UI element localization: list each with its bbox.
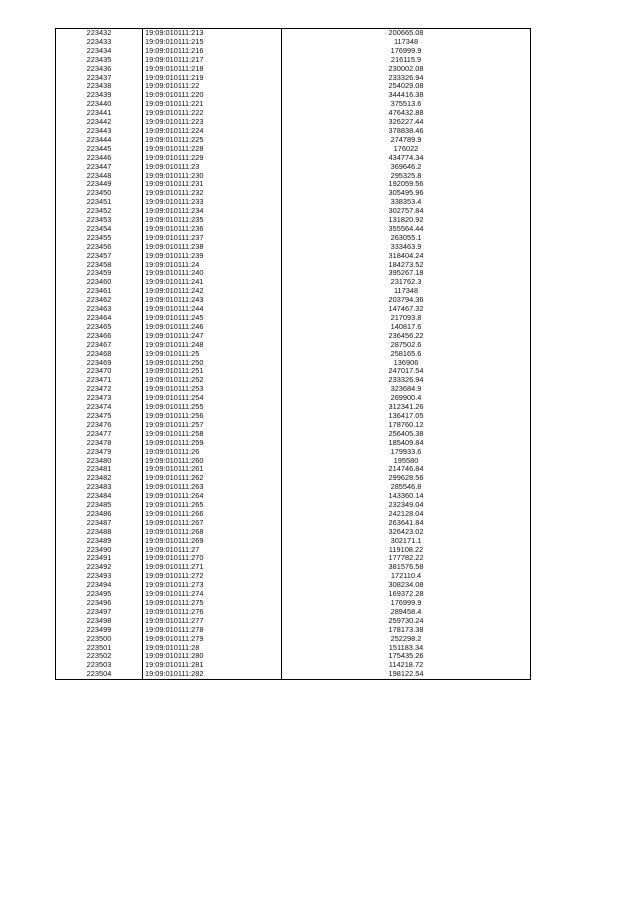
table-row xyxy=(56,572,531,581)
cadastral-number-cell: 19:09:010111:235 xyxy=(143,216,282,225)
cadastral-number-cell: 19:09:010111:247 xyxy=(143,332,282,341)
cadastral-number-cell: 19:09:010111:219 xyxy=(143,74,282,83)
value-cell: 289458.4 xyxy=(282,608,531,617)
value-cell: 203794.36 xyxy=(282,296,531,305)
row-number-cell: 223440 xyxy=(56,100,143,109)
row-number-cell: 223480 xyxy=(56,457,143,466)
table-row xyxy=(56,314,531,323)
cadastral-number-cell: 19:09:010111:245 xyxy=(143,314,282,323)
row-number-cell: 223474 xyxy=(56,403,143,412)
table-row xyxy=(56,118,531,127)
value-cell: 195580 xyxy=(282,457,531,466)
cadastral-number-cell: 19:09:010111:269 xyxy=(143,537,282,546)
row-number-cell: 223503 xyxy=(56,661,143,670)
value-cell: 200665.08 xyxy=(282,29,531,38)
value-cell: 140817.6 xyxy=(282,323,531,332)
value-cell: 216115.9 xyxy=(282,56,531,65)
table-row xyxy=(56,341,531,350)
value-cell: 117348 xyxy=(282,38,531,47)
cadastral-number-cell: 19:09:010111:216 xyxy=(143,47,282,56)
table-row xyxy=(56,100,531,109)
cadastral-number-cell: 19:09:010111:224 xyxy=(143,127,282,136)
table-row xyxy=(56,501,531,510)
row-number-cell: 223468 xyxy=(56,350,143,359)
cadastral-number-cell: 19:09:010111:261 xyxy=(143,465,282,474)
row-number-cell: 223439 xyxy=(56,91,143,100)
cadastral-number-cell: 19:09:010111:234 xyxy=(143,207,282,216)
cadastral-number-cell: 19:09:010111:218 xyxy=(143,65,282,74)
value-cell: 178173.38 xyxy=(282,626,531,635)
cadastral-number-cell: 19:09:010111:268 xyxy=(143,528,282,537)
value-cell: 252298.2 xyxy=(282,635,531,644)
row-number-cell: 223501 xyxy=(56,644,143,653)
row-number-cell: 223444 xyxy=(56,136,143,145)
cadastral-number-cell: 19:09:010111:266 xyxy=(143,510,282,519)
row-number-cell: 223488 xyxy=(56,528,143,537)
cadastral-number-cell: 19:09:010111:265 xyxy=(143,501,282,510)
cadastral-number-cell: 19:09:010111:217 xyxy=(143,56,282,65)
table-row xyxy=(56,608,531,617)
cadastral-number-cell: 19:09:010111:229 xyxy=(143,154,282,163)
cadastral-number-cell: 19:09:010111:213 xyxy=(143,29,282,38)
row-number-cell: 223492 xyxy=(56,563,143,572)
row-number-cell: 223449 xyxy=(56,180,143,189)
row-number-cell: 223472 xyxy=(56,385,143,394)
cadastral-number-cell: 19:09:010111:280 xyxy=(143,652,282,661)
row-number-cell: 223445 xyxy=(56,145,143,154)
row-number-cell: 223437 xyxy=(56,74,143,83)
value-cell: 185409.84 xyxy=(282,439,531,448)
row-number-cell: 223475 xyxy=(56,412,143,421)
table-row xyxy=(56,65,531,74)
value-cell: 177782.22 xyxy=(282,554,531,563)
cadastral-number-cell: 19:09:010111:273 xyxy=(143,581,282,590)
cadastral-number-cell: 19:09:010111:274 xyxy=(143,590,282,599)
row-number-cell: 223438 xyxy=(56,82,143,91)
cadastral-number-cell: 19:09:010111:24 xyxy=(143,261,282,270)
value-cell: 269900.4 xyxy=(282,394,531,403)
value-cell: 312341.26 xyxy=(282,403,531,412)
table-row xyxy=(56,29,531,38)
table-row xyxy=(56,269,531,278)
row-number-cell: 223435 xyxy=(56,56,143,65)
table-row xyxy=(56,412,531,421)
cadastral-number-cell: 19:09:010111:254 xyxy=(143,394,282,403)
table-row xyxy=(56,599,531,608)
table-row xyxy=(56,528,531,537)
row-number-cell: 223447 xyxy=(56,163,143,172)
row-number-cell: 223432 xyxy=(56,29,143,38)
cadastral-number-cell: 19:09:010111:220 xyxy=(143,91,282,100)
table-row xyxy=(56,626,531,635)
table-row xyxy=(56,546,531,555)
value-cell: 274789.9 xyxy=(282,136,531,145)
row-number-cell: 223461 xyxy=(56,287,143,296)
table-row xyxy=(56,180,531,189)
value-cell: 184273.52 xyxy=(282,261,531,270)
value-cell: 476432.88 xyxy=(282,109,531,118)
row-number-cell: 223441 xyxy=(56,109,143,118)
value-cell: 302171.1 xyxy=(282,537,531,546)
row-number-cell: 223478 xyxy=(56,439,143,448)
row-number-cell: 223454 xyxy=(56,225,143,234)
cadastral-number-cell: 19:09:010111:244 xyxy=(143,305,282,314)
table-row xyxy=(56,617,531,626)
cadastral-number-cell: 19:09:010111:231 xyxy=(143,180,282,189)
table-row xyxy=(56,91,531,100)
cadastral-number-cell: 19:09:010111:228 xyxy=(143,145,282,154)
cadastral-number-cell: 19:09:010111:262 xyxy=(143,474,282,483)
value-cell: 143360.14 xyxy=(282,492,531,501)
value-cell: 369646.2 xyxy=(282,163,531,172)
value-cell: 151183.34 xyxy=(282,644,531,653)
cadastral-number-cell: 19:09:010111:258 xyxy=(143,430,282,439)
table-row xyxy=(56,465,531,474)
row-number-cell: 223497 xyxy=(56,608,143,617)
row-number-cell: 223473 xyxy=(56,394,143,403)
row-number-cell: 223491 xyxy=(56,554,143,563)
table-row xyxy=(56,154,531,163)
row-number-cell: 223481 xyxy=(56,465,143,474)
value-cell: 259730.24 xyxy=(282,617,531,626)
row-number-cell: 223485 xyxy=(56,501,143,510)
table-row xyxy=(56,376,531,385)
table-row xyxy=(56,519,531,528)
value-cell: 355564.44 xyxy=(282,225,531,234)
value-cell: 231762.3 xyxy=(282,278,531,287)
row-number-cell: 223434 xyxy=(56,47,143,56)
value-cell: 230002.08 xyxy=(282,65,531,74)
table-row xyxy=(56,492,531,501)
value-cell: 214746.84 xyxy=(282,465,531,474)
table-row xyxy=(56,287,531,296)
cadastral-number-cell: 19:09:010111:282 xyxy=(143,670,282,679)
cadastral-number-cell: 19:09:010111:260 xyxy=(143,457,282,466)
row-number-cell: 223452 xyxy=(56,207,143,216)
cadastral-number-cell: 19:09:010111:230 xyxy=(143,172,282,181)
cadastral-number-cell: 19:09:010111:215 xyxy=(143,38,282,47)
value-cell: 169372.28 xyxy=(282,590,531,599)
value-cell: 381576.58 xyxy=(282,563,531,572)
table-row xyxy=(56,537,531,546)
row-number-cell: 223487 xyxy=(56,519,143,528)
value-cell: 247017.54 xyxy=(282,367,531,376)
row-number-cell: 223460 xyxy=(56,278,143,287)
table-row xyxy=(56,394,531,403)
row-number-cell: 223453 xyxy=(56,216,143,225)
table-row xyxy=(56,56,531,65)
table-row xyxy=(56,661,531,670)
table-row xyxy=(56,207,531,216)
value-cell: 375513.6 xyxy=(282,100,531,109)
table-row xyxy=(56,109,531,118)
row-number-cell: 223489 xyxy=(56,537,143,546)
cadastral-number-cell: 19:09:010111:257 xyxy=(143,421,282,430)
cadastral-value-table xyxy=(55,28,531,680)
table-row xyxy=(56,439,531,448)
table-row xyxy=(56,670,531,679)
value-cell: 175435.26 xyxy=(282,652,531,661)
cadastral-number-cell: 19:09:010111:267 xyxy=(143,519,282,528)
cadastral-number-cell: 19:09:010111:264 xyxy=(143,492,282,501)
row-number-cell: 223476 xyxy=(56,421,143,430)
cadastral-number-cell: 19:09:010111:241 xyxy=(143,278,282,287)
row-number-cell: 223496 xyxy=(56,599,143,608)
table-row xyxy=(56,367,531,376)
row-number-cell: 223464 xyxy=(56,314,143,323)
table-row xyxy=(56,305,531,314)
value-cell: 172110.4 xyxy=(282,572,531,581)
value-cell: 287502.6 xyxy=(282,341,531,350)
value-cell: 263055.1 xyxy=(282,234,531,243)
cadastral-number-cell: 19:09:010111:236 xyxy=(143,225,282,234)
value-cell: 233326.94 xyxy=(282,376,531,385)
row-number-cell: 223483 xyxy=(56,483,143,492)
cadastral-number-cell: 19:09:010111:25 xyxy=(143,350,282,359)
cadastral-number-cell: 19:09:010111:246 xyxy=(143,323,282,332)
table-row xyxy=(56,581,531,590)
table-row xyxy=(56,483,531,492)
value-cell: 178760.12 xyxy=(282,421,531,430)
cadastral-number-cell: 19:09:010111:22 xyxy=(143,82,282,91)
table-row xyxy=(56,252,531,261)
table-row xyxy=(56,644,531,653)
cadastral-number-cell: 19:09:010111:27 xyxy=(143,546,282,555)
row-number-cell: 223500 xyxy=(56,635,143,644)
value-cell: 198122.54 xyxy=(282,670,531,679)
cadastral-number-cell: 19:09:010111:240 xyxy=(143,269,282,278)
cadastral-number-cell: 19:09:010111:242 xyxy=(143,287,282,296)
cadastral-number-cell: 19:09:010111:256 xyxy=(143,412,282,421)
cadastral-number-cell: 19:09:010111:263 xyxy=(143,483,282,492)
row-number-cell: 223502 xyxy=(56,652,143,661)
row-number-cell: 223463 xyxy=(56,305,143,314)
cadastral-number-cell: 19:09:010111:270 xyxy=(143,554,282,563)
table-row xyxy=(56,332,531,341)
row-number-cell: 223479 xyxy=(56,448,143,457)
row-number-cell: 223504 xyxy=(56,670,143,679)
table-row xyxy=(56,385,531,394)
value-cell: 147467.32 xyxy=(282,305,531,314)
value-cell: 242128.04 xyxy=(282,510,531,519)
value-cell: 119108.22 xyxy=(282,546,531,555)
table-row xyxy=(56,74,531,83)
value-cell: 308234.08 xyxy=(282,581,531,590)
row-number-cell: 223477 xyxy=(56,430,143,439)
cadastral-number-cell: 19:09:010111:225 xyxy=(143,136,282,145)
cadastral-number-cell: 19:09:010111:279 xyxy=(143,635,282,644)
row-number-cell: 223470 xyxy=(56,367,143,376)
value-cell: 326423.02 xyxy=(282,528,531,537)
table-row xyxy=(56,38,531,47)
value-cell: 344416.38 xyxy=(282,91,531,100)
table-row xyxy=(56,145,531,154)
table-body xyxy=(56,29,531,680)
table-row xyxy=(56,225,531,234)
table-row xyxy=(56,127,531,136)
cadastral-number-cell: 19:09:010111:222 xyxy=(143,109,282,118)
table-row xyxy=(56,261,531,270)
table-row xyxy=(56,278,531,287)
table-row xyxy=(56,216,531,225)
table-row xyxy=(56,652,531,661)
table-row xyxy=(56,554,531,563)
row-number-cell: 223494 xyxy=(56,581,143,590)
cadastral-number-cell: 19:09:010111:23 xyxy=(143,163,282,172)
row-number-cell: 223482 xyxy=(56,474,143,483)
value-cell: 176022 xyxy=(282,145,531,154)
cadastral-number-cell: 19:09:010111:275 xyxy=(143,599,282,608)
value-cell: 295325.8 xyxy=(282,172,531,181)
value-cell: 236456.22 xyxy=(282,332,531,341)
table-row xyxy=(56,163,531,172)
table-row xyxy=(56,47,531,56)
value-cell: 131820.92 xyxy=(282,216,531,225)
cadastral-number-cell: 19:09:010111:237 xyxy=(143,234,282,243)
cadastral-number-cell: 19:09:010111:253 xyxy=(143,385,282,394)
table-row xyxy=(56,403,531,412)
cadastral-number-cell: 19:09:010111:255 xyxy=(143,403,282,412)
table-row xyxy=(56,296,531,305)
table-row xyxy=(56,172,531,181)
table-row xyxy=(56,635,531,644)
table-row xyxy=(56,510,531,519)
row-number-cell: 223455 xyxy=(56,234,143,243)
table-row xyxy=(56,474,531,483)
value-cell: 395267.18 xyxy=(282,269,531,278)
row-number-cell: 223490 xyxy=(56,546,143,555)
table-row xyxy=(56,350,531,359)
table-row xyxy=(56,590,531,599)
row-number-cell: 223448 xyxy=(56,172,143,181)
table-row xyxy=(56,198,531,207)
row-number-cell: 223465 xyxy=(56,323,143,332)
cadastral-number-cell: 19:09:010111:281 xyxy=(143,661,282,670)
cadastral-number-cell: 19:09:010111:28 xyxy=(143,644,282,653)
row-number-cell: 223466 xyxy=(56,332,143,341)
value-cell: 263641.84 xyxy=(282,519,531,528)
cadastral-number-cell: 19:09:010111:233 xyxy=(143,198,282,207)
value-cell: 233326.94 xyxy=(282,74,531,83)
row-number-cell: 223436 xyxy=(56,65,143,74)
value-cell: 176999.9 xyxy=(282,47,531,56)
value-cell: 333463.9 xyxy=(282,243,531,252)
row-number-cell: 223499 xyxy=(56,626,143,635)
value-cell: 136906 xyxy=(282,359,531,368)
row-number-cell: 223451 xyxy=(56,198,143,207)
cadastral-number-cell: 19:09:010111:248 xyxy=(143,341,282,350)
table-row xyxy=(56,234,531,243)
table-row xyxy=(56,189,531,198)
value-cell: 305495.96 xyxy=(282,189,531,198)
row-number-cell: 223486 xyxy=(56,510,143,519)
value-cell: 258165.6 xyxy=(282,350,531,359)
table-row xyxy=(56,457,531,466)
value-cell: 299628.56 xyxy=(282,474,531,483)
cadastral-number-cell: 19:09:010111:272 xyxy=(143,572,282,581)
row-number-cell: 223433 xyxy=(56,38,143,47)
cadastral-number-cell: 19:09:010111:243 xyxy=(143,296,282,305)
cadastral-number-cell: 19:09:010111:276 xyxy=(143,608,282,617)
value-cell: 318404.24 xyxy=(282,252,531,261)
value-cell: 179933.6 xyxy=(282,448,531,457)
cadastral-number-cell: 19:09:010111:221 xyxy=(143,100,282,109)
table-row xyxy=(56,430,531,439)
value-cell: 254029.08 xyxy=(282,82,531,91)
cadastral-number-cell: 19:09:010111:238 xyxy=(143,243,282,252)
cadastral-number-cell: 19:09:010111:271 xyxy=(143,563,282,572)
table-row xyxy=(56,136,531,145)
table-row xyxy=(56,359,531,368)
value-cell: 326227.44 xyxy=(282,118,531,127)
value-cell: 232349.04 xyxy=(282,501,531,510)
value-cell: 285546.8 xyxy=(282,483,531,492)
value-cell: 338353.4 xyxy=(282,198,531,207)
row-number-cell: 223498 xyxy=(56,617,143,626)
cadastral-number-cell: 19:09:010111:239 xyxy=(143,252,282,261)
value-cell: 114218.72 xyxy=(282,661,531,670)
cadastral-number-cell: 19:09:010111:250 xyxy=(143,359,282,368)
value-cell: 378838.46 xyxy=(282,127,531,136)
value-cell: 192059.56 xyxy=(282,180,531,189)
value-cell: 256405.38 xyxy=(282,430,531,439)
cadastral-number-cell: 19:09:010111:26 xyxy=(143,448,282,457)
row-number-cell: 223443 xyxy=(56,127,143,136)
cadastral-number-cell: 19:09:010111:232 xyxy=(143,189,282,198)
value-cell: 323684.9 xyxy=(282,385,531,394)
table-row xyxy=(56,421,531,430)
row-number-cell: 223456 xyxy=(56,243,143,252)
row-number-cell: 223458 xyxy=(56,261,143,270)
row-number-cell: 223446 xyxy=(56,154,143,163)
cadastral-number-cell: 19:09:010111:252 xyxy=(143,376,282,385)
value-cell: 117348 xyxy=(282,287,531,296)
row-number-cell: 223462 xyxy=(56,296,143,305)
value-cell: 217093.8 xyxy=(282,314,531,323)
row-number-cell: 223469 xyxy=(56,359,143,368)
value-cell: 176999.9 xyxy=(282,599,531,608)
value-cell: 434774.34 xyxy=(282,154,531,163)
cadastral-number-cell: 19:09:010111:223 xyxy=(143,118,282,127)
table-row xyxy=(56,448,531,457)
table-row xyxy=(56,82,531,91)
cadastral-number-cell: 19:09:010111:259 xyxy=(143,439,282,448)
cadastral-number-cell: 19:09:010111:251 xyxy=(143,367,282,376)
row-number-cell: 223457 xyxy=(56,252,143,261)
table-row xyxy=(56,563,531,572)
row-number-cell: 223459 xyxy=(56,269,143,278)
row-number-cell: 223495 xyxy=(56,590,143,599)
table-row xyxy=(56,323,531,332)
row-number-cell: 223484 xyxy=(56,492,143,501)
table-row xyxy=(56,243,531,252)
value-cell: 136417.05 xyxy=(282,412,531,421)
row-number-cell: 223467 xyxy=(56,341,143,350)
value-cell: 302757.84 xyxy=(282,207,531,216)
row-number-cell: 223450 xyxy=(56,189,143,198)
cadastral-number-cell: 19:09:010111:278 xyxy=(143,626,282,635)
cadastral-number-cell: 19:09:010111:277 xyxy=(143,617,282,626)
row-number-cell: 223442 xyxy=(56,118,143,127)
row-number-cell: 223471 xyxy=(56,376,143,385)
row-number-cell: 223493 xyxy=(56,572,143,581)
